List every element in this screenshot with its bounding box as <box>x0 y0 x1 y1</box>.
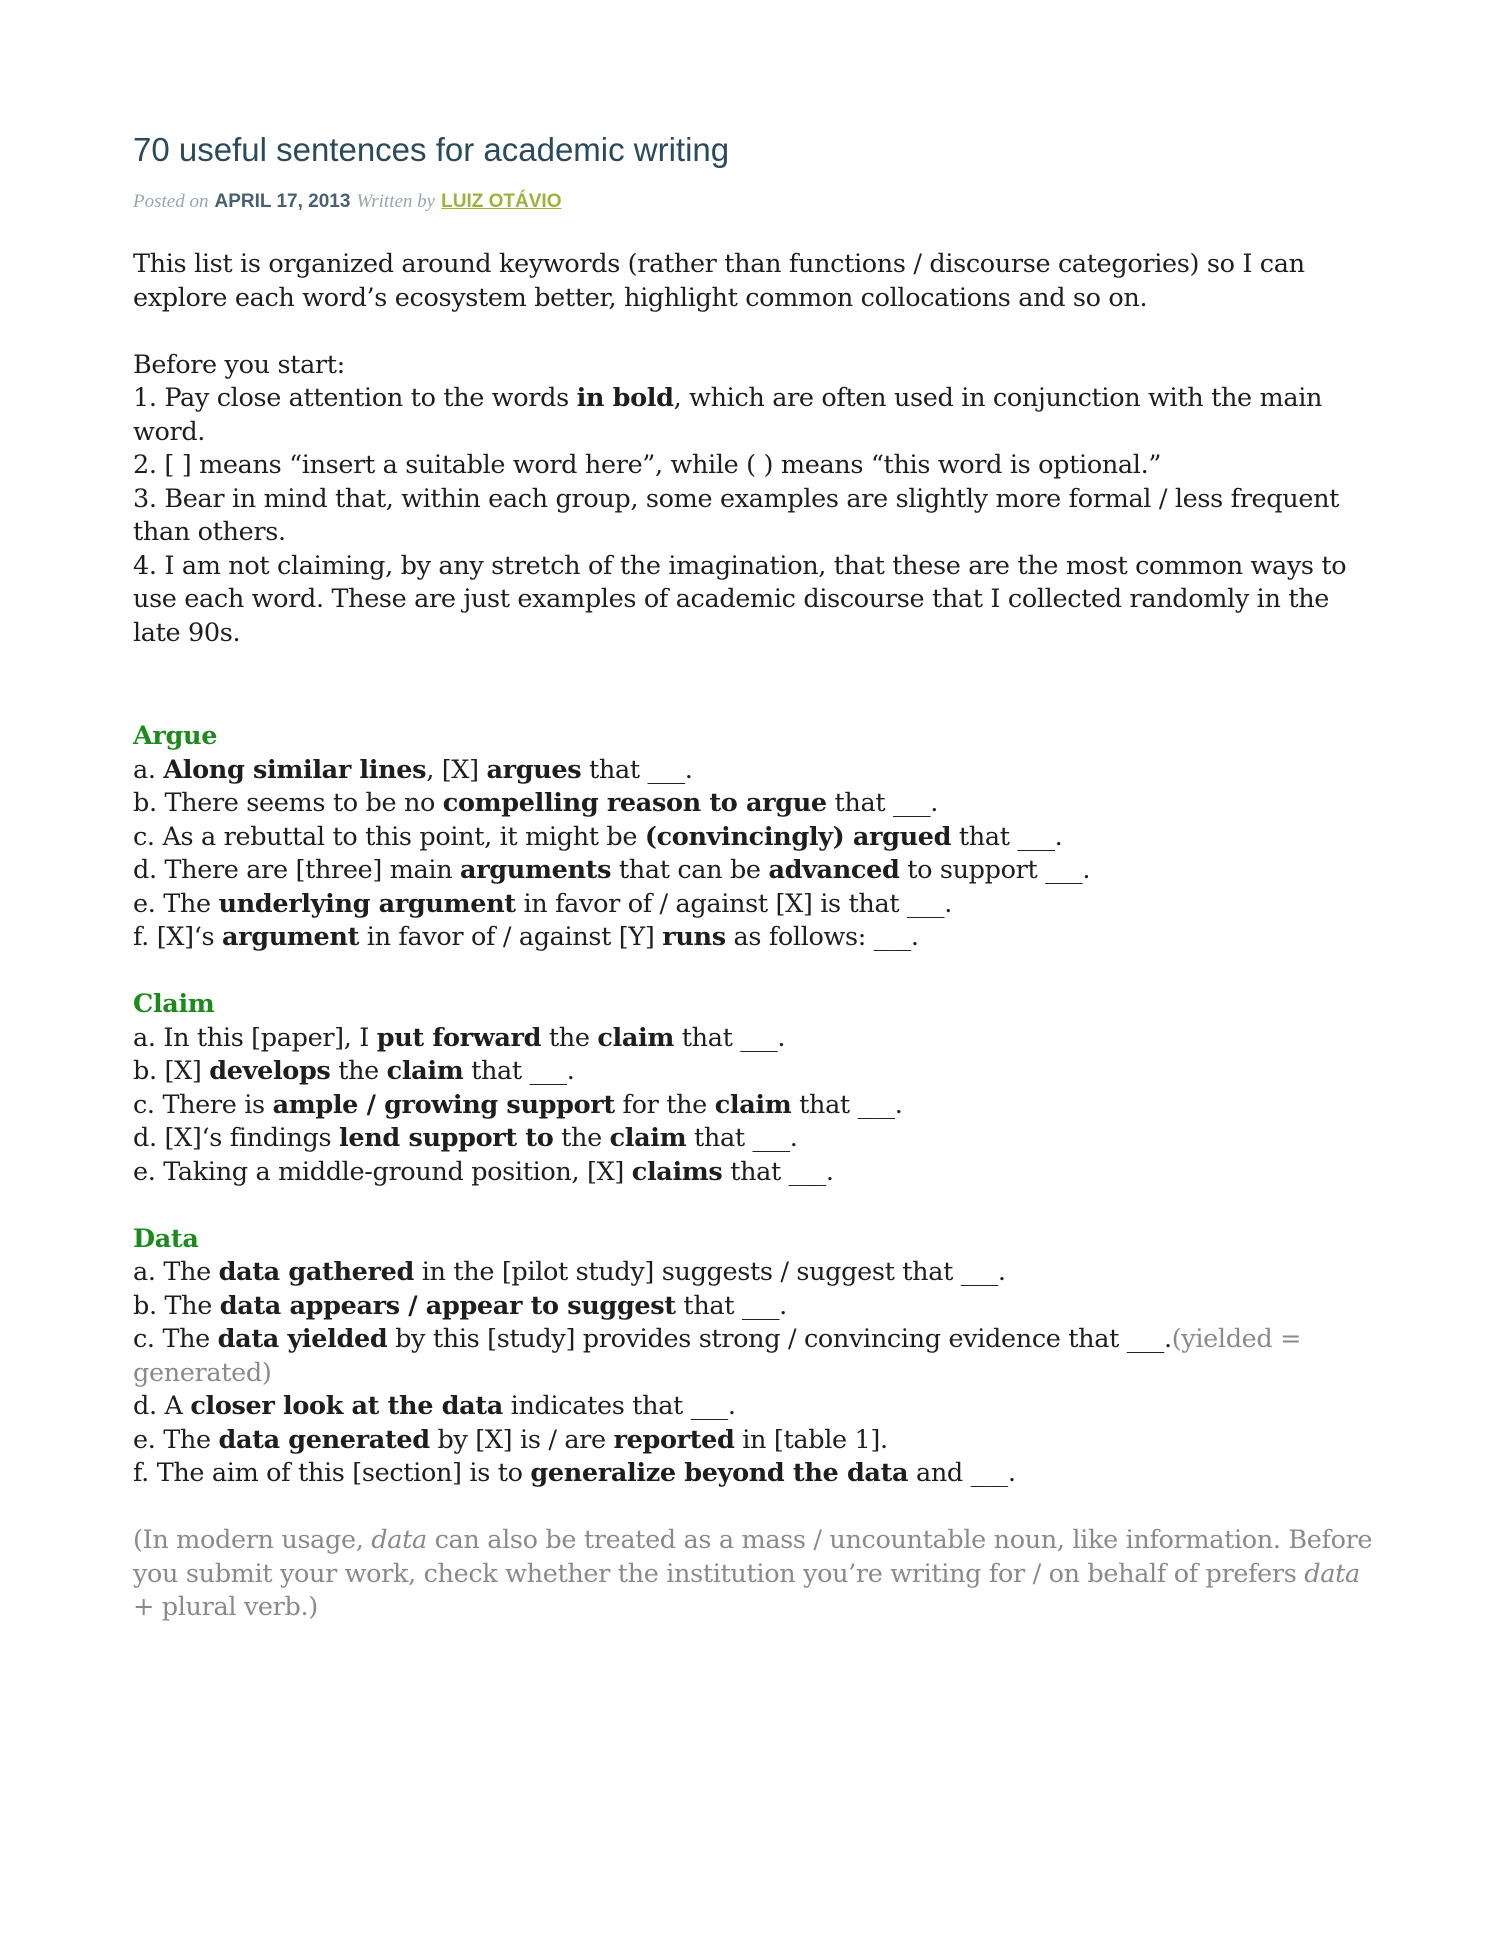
post-meta <box>133 190 561 213</box>
page-title: 70 useful sentences for academic writing <box>133 131 730 168</box>
data-usage-note: (In modern usage, data can also be treated as a mass / uncountable noun, like information. Before you submit your work, check whether the institution you’re writing for / on behalf of prefers data + plural verb.) <box>133 1525 1373 1622</box>
heading-argue: Argue <box>133 721 218 751</box>
data-item-e: e. The data generated by [X] is / are reported in [table 1]. <box>133 1424 888 1455</box>
claim-item-b: b. [X] develops the claim that ___. <box>133 1056 575 1086</box>
claim-item-e: e. Taking a middle-ground position, [X] claims that ___. <box>133 1156 834 1187</box>
data-item-a: a. The data gathered in the [pilot study] suggests / suggest that ___. <box>133 1257 1006 1287</box>
claim-item-a: a. In this [paper], I put forward the claim that ___. <box>133 1022 786 1053</box>
claim-item-d: d. [X]‘s findings lend support to the claim that ___. <box>133 1123 798 1153</box>
argue-item-d: d. There are [three] main arguments that can be advanced to support ___. <box>133 855 1091 885</box>
heading-claim: Claim <box>133 989 215 1019</box>
claim-item-c: c. There is ample / growing support for the claim that ___. <box>133 1089 903 1120</box>
argue-item-f: f. [X]‘s argument in favor of / against [Y] runs as follows: ___. <box>133 922 919 952</box>
post-date: APRIL 17, 2013 <box>214 191 351 212</box>
argue-item-e: e. The underlying argument in favor of / against [X] is that ___. <box>133 888 952 919</box>
heading-data: Data <box>133 1223 199 1254</box>
data-item-c: c. The data yielded by this [study] provides strong / convincing evidence that ___.(yielded = generated) <box>133 1324 1302 1388</box>
argue-item-c: c. As a rebuttal to this point, it might be (convincingly) argued that ___. <box>133 821 1063 852</box>
before-label: Before you start: <box>133 349 345 380</box>
argue-item-b: b. There seems to be no compelling reason to argue that ___. <box>133 788 938 818</box>
posted-on-label: Posted on <box>133 191 209 212</box>
data-item-d: d. A closer look at the data indicates that ___. <box>133 1391 736 1421</box>
yielded-note: (yielded = generated) <box>133 1324 1302 1388</box>
intro-item-4: 4. I am not claiming, by any stretch of the imagination, that these are the most common ways to use each word. These are just examples of academic discourse that I collected randomly in the late 90s. <box>133 550 1347 648</box>
written-by-label: Written by <box>356 191 436 212</box>
intro-item-2: 2. [ ] means “insert a suitable word here”, while ( ) means “this word is optional.” <box>133 450 1162 480</box>
data-item-b: b. The data appears / appear to suggest that ___. <box>133 1290 787 1321</box>
intro-item-1: 1. Pay close attention to the words in bold, which are often used in conjunction with the main word. <box>133 383 1323 447</box>
author-link[interactable]: LUIZ OTÁVIO <box>441 191 562 212</box>
argue-item-a: a. Along similar lines, [X] argues that ___. <box>133 754 693 785</box>
intro-item-3: 3. Bear in mind that, within each group, some examples are slightly more formal / less frequent than others. <box>133 483 1340 547</box>
article-body <box>133 248 1378 1625</box>
data-item-f: f. The aim of this [section] is to generalize beyond the data and ___. <box>133 1458 1016 1488</box>
intro-paragraph: This list is organized around keywords (rather than functions / discourse categories) so I can explore each word’s ecosystem better, highlight common collocations and so on. <box>133 249 1305 313</box>
